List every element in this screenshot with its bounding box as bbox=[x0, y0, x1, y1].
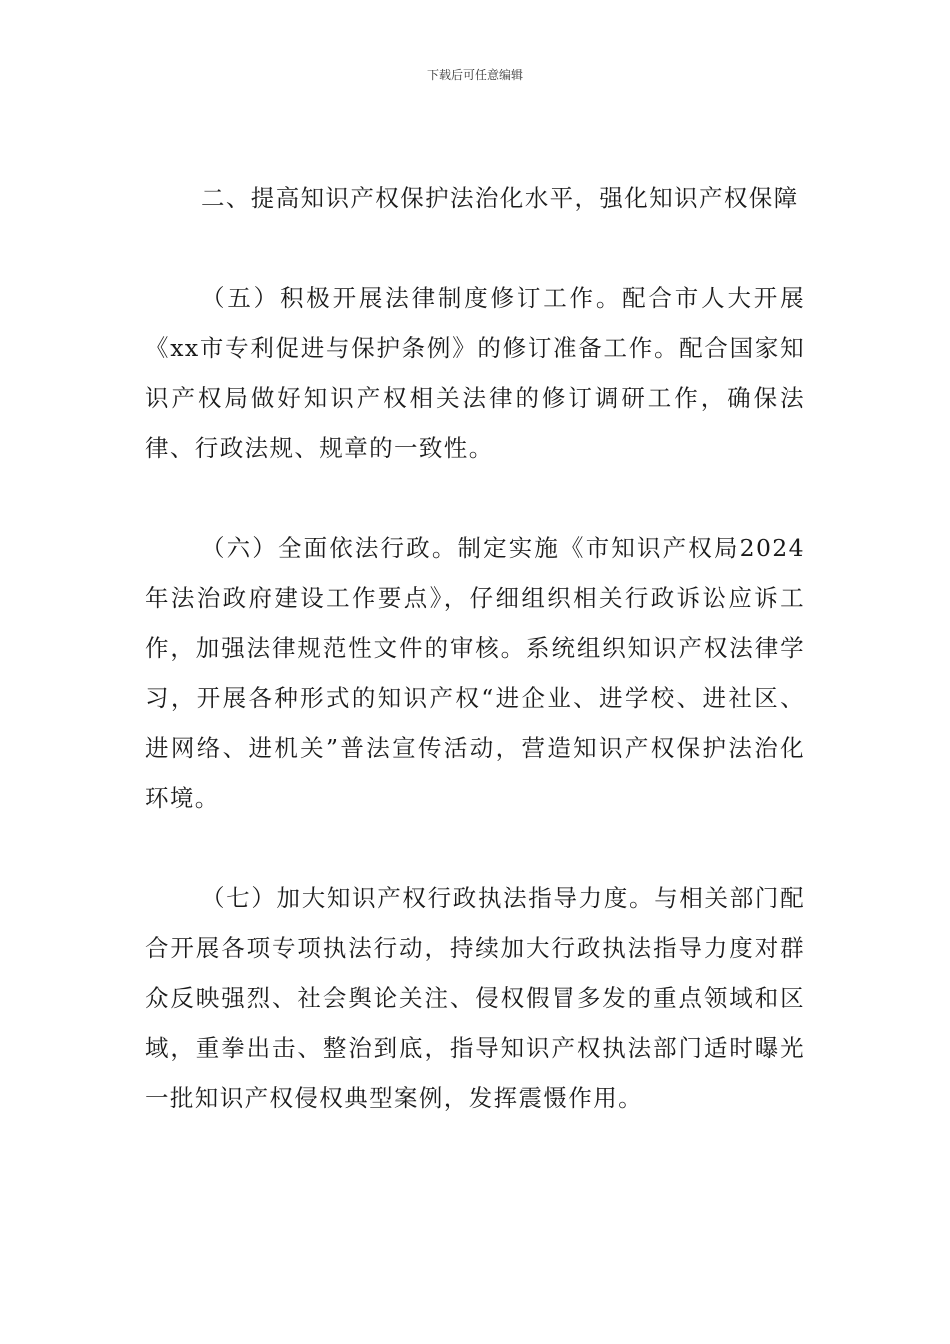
document-body bbox=[145, 173, 805, 1123]
paragraph-item-7: （七）加大知识产权行政执法指导力度。与相关部门配合开展各项专项执法行动，持续加大行政执法指导力度对群众反映强烈、社会舆论关注、侵权假冒多发的重点领域和区域，重拳出击、整治到底，指导知识产权执法部门适时曝光一批知识产权侵权典型案例，发挥震慑作用。 bbox=[145, 884, 805, 1112]
page-header-note: 下载后可任意编辑 bbox=[426, 68, 523, 82]
section-heading: 二、提高知识产权保护法治化水平，强化知识产权保障 bbox=[201, 184, 799, 212]
paragraph-item-6: （六）全面依法行政。制定实施《市知识产权局2024年法治政府建设工作要点》，仔细组织相关行政诉讼应诉工作，加强法律规范性文件的审核。系统组织知识产权法律学习，开展各种形式的知识产权“进企业、进学校、进社区、进网络、进机关”普法宣传活动，营造知识产权保护法治化环境。 bbox=[145, 534, 805, 812]
paragraph-item-5: （五）积极开展法律制度修订工作。配合市人大开展《xx市专利促进与保护条例》的修订准备工作。配合国家知识产权局做好知识产权相关法律的修订调研工作，确保法律、行政法规、规章的一致性。 bbox=[145, 284, 805, 462]
